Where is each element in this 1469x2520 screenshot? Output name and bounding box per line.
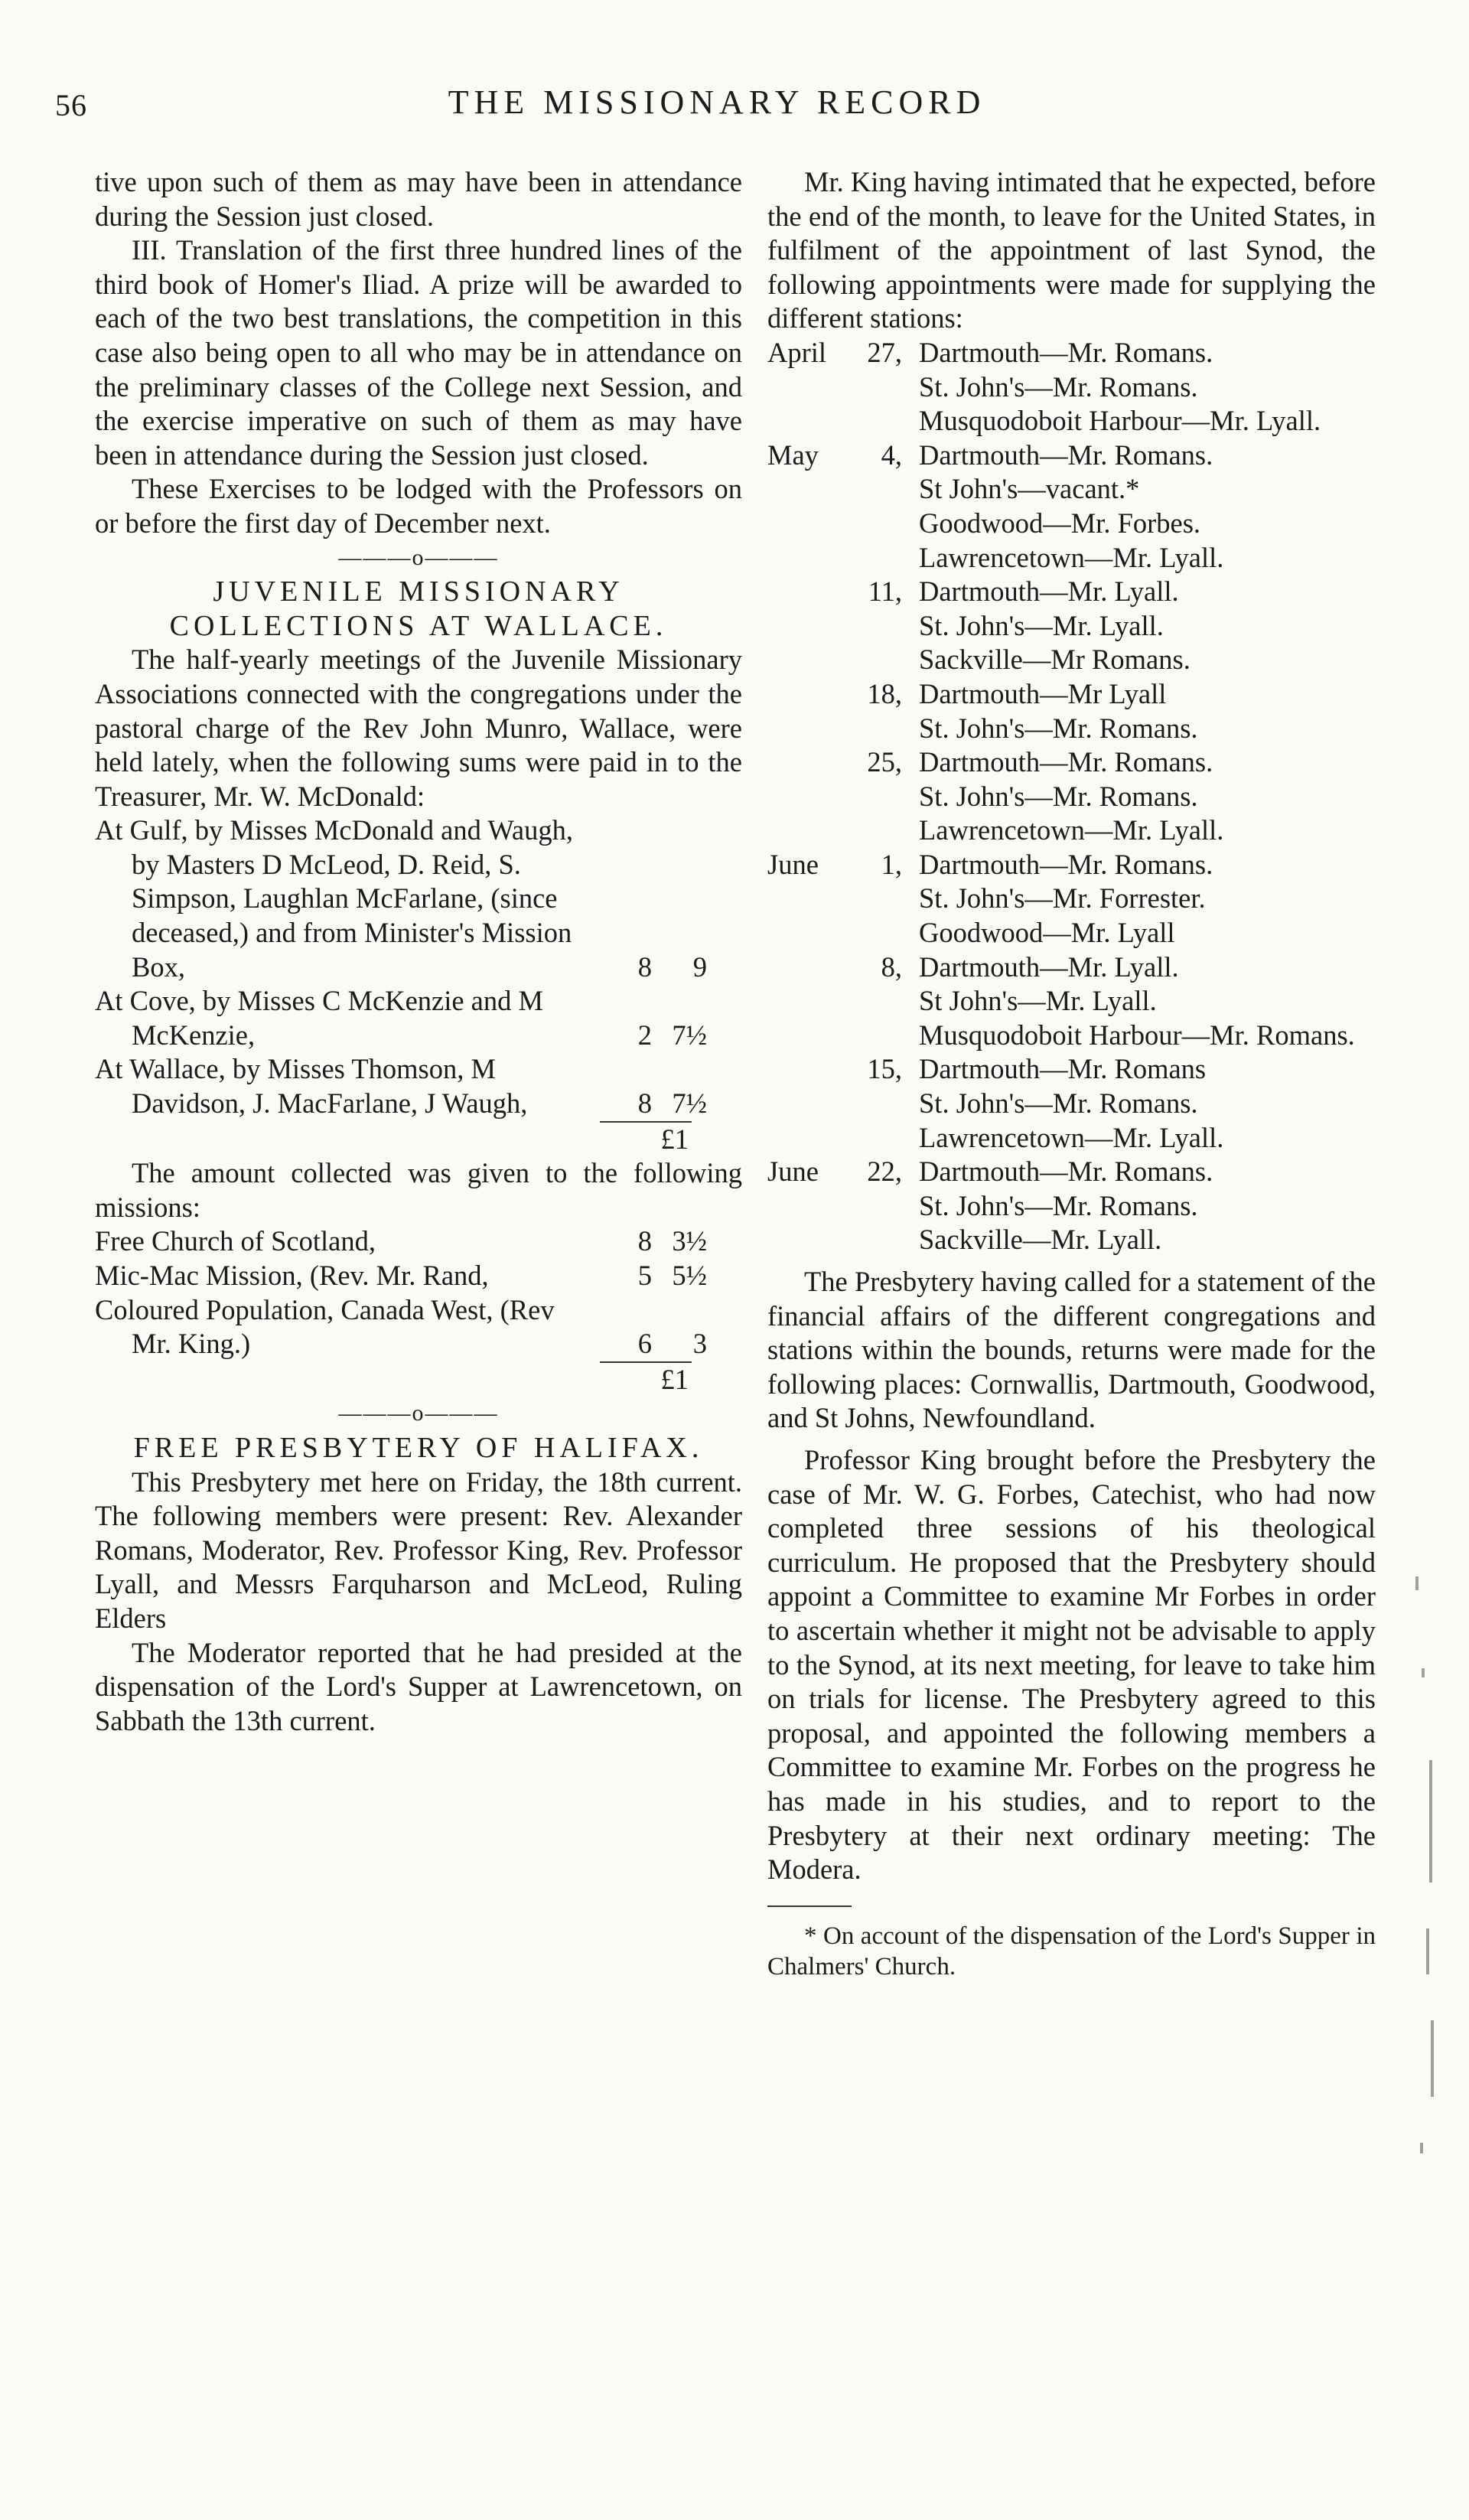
appointments-schedule [767, 336, 1376, 1257]
left-column [95, 165, 742, 1738]
paragraph: The half-yearly meetings of the Juvenile Missionary Associations connected with the congregations under the pastoral charge of the Rev John Munro, Wallace, were held lately, when the following sums were paid in to the Treasurer, Mr. W. McDonald: [95, 644, 742, 812]
paragraph: The Moderator reported that he had presided at the dispensation of the Lord's Supper at Lawrencetown, on Sabbath the 13th current. [95, 1636, 742, 1736]
schedule-date [767, 575, 910, 677]
missions-list [95, 1224, 742, 1397]
paragraph: tive upon such of them as may have been in attendance during the Session just closed. [95, 166, 742, 232]
schedule-date [767, 1155, 910, 1257]
schedule-date [767, 950, 910, 1053]
schedule-line: St. John's—Mr. Romans. [919, 1189, 1198, 1221]
collections-list [95, 813, 742, 1156]
collection-description: At Wallace, by Misses Thomson, M Davidson, J. MacFarlane, J Waugh, [95, 1053, 528, 1120]
schedule-date [767, 745, 910, 848]
schedule-entry [767, 438, 1376, 575]
schedule-date [767, 677, 910, 745]
section-heading: JUVENILE MISSIONARY COLLECTIONS AT WALLACE. [169, 575, 668, 642]
schedule-line: St. John's—Mr. Romans. [919, 370, 1198, 403]
schedule-line: Lawrencetown—Mr. Lyall. [919, 1121, 1224, 1153]
schedule-line: St John's—Mr. Lyall. [919, 985, 1157, 1017]
right-column [767, 165, 1376, 1982]
schedule-date [767, 1052, 910, 1155]
schedule-line: St. John's—Mr. Romans. [919, 780, 1198, 812]
schedule-lines [910, 677, 1376, 745]
schedule-day: 1, [881, 848, 902, 880]
collection-amount [606, 950, 707, 985]
collection-entry [95, 984, 742, 1052]
schedule-lines [910, 950, 1376, 1053]
collection-description: At Gulf, by Misses McDonald and Waugh, by Masters D McLeod, D. Reid, S. Simpson, Laughlan McFarlane, (since deceased,) and from Minister's Mission Box, [95, 814, 573, 983]
mission-entry [95, 1259, 742, 1293]
section-divider: ———o——— [338, 1400, 499, 1426]
amount-pence: 3½ [672, 1225, 707, 1257]
amount-pence: 7½ [672, 1019, 707, 1051]
schedule-line: St. John's—Mr. Forrester. [919, 882, 1206, 914]
amount-shillings: 6 [637, 1328, 652, 1360]
schedule-line: Goodwood—Mr. Forbes. [919, 507, 1201, 539]
section-divider: ———o——— [338, 544, 499, 570]
schedule-line: Dartmouth—Mr Lyall [919, 677, 1167, 709]
schedule-day: 27, [867, 336, 902, 368]
schedule-lines [910, 575, 1376, 677]
mission-amount [606, 1259, 707, 1293]
mission-amount [606, 1327, 707, 1361]
schedule-line: St. John's—Mr. Romans. [919, 1087, 1198, 1120]
total-amount: £1 [660, 1363, 689, 1395]
schedule-line: Dartmouth—Mr. Romans [919, 1053, 1207, 1085]
amount-shillings: 8 [637, 1225, 652, 1257]
schedule-line: Sackville—Mr. Lyall. [919, 1224, 1162, 1256]
paragraph: These Exercises to be lodged with the Professors on or before the first day of December next. [95, 473, 742, 539]
schedule-line: Lawrencetown—Mr. Lyall. [919, 541, 1224, 573]
schedule-month: June [767, 1156, 819, 1188]
schedule-line: St John's—vacant.* [919, 473, 1140, 505]
collection-entry [95, 1052, 742, 1120]
total-amount: £1 [660, 1123, 689, 1155]
schedule-line: St. John's—Mr. Lyall. [919, 609, 1164, 641]
schedule-day: 18, [867, 677, 902, 709]
schedule-date [767, 848, 910, 950]
amount-pence: 5½ [672, 1260, 707, 1291]
schedule-line: Goodwood—Mr. Lyall [919, 917, 1175, 949]
schedule-month: May [767, 438, 819, 471]
schedule-entry [767, 1052, 1376, 1155]
schedule-line: Sackville—Mr Romans. [919, 644, 1191, 676]
collection-amount [606, 1087, 707, 1121]
schedule-line: Dartmouth—Mr. Romans. [919, 1156, 1213, 1188]
mission-entry [95, 1293, 742, 1361]
section-heading: FREE PRESBYTERY OF HALIFAX. [133, 1431, 704, 1464]
footnote: * On account of the dispensation of the Lord's Supper in Chalmers' Church. [767, 1922, 1376, 1980]
total-row [95, 1363, 742, 1397]
paragraph: The Presbytery having called for a statement of the financial affairs of the different congregations and stations within the bounds, returns were made for the following places: Cornwallis, Dartmouth, Goodwood, and St Johns, Newfoundland. [767, 1266, 1376, 1434]
schedule-line: Musquodoboit Harbour—Mr. Lyall. [919, 405, 1321, 437]
schedule-lines [910, 336, 1376, 438]
amount-pence: 7½ [672, 1087, 707, 1120]
paragraph: III. Translation of the first three hundred lines of the third book of Homer's Iliad. A prize will be awarded to each of the two best translations, the competition in this case also being open to all who may be in attendance on the preliminary classes of the College next Session, and the exercise imperative on such of them as may have been in attendance during the Session just closed. [95, 234, 742, 471]
schedule-entry [767, 575, 1376, 677]
paragraph: Professor King brought before the Presbytery the case of Mr. W. G. Forbes, Catechist, who had now completed three sessions of his theological curriculum. He proposed that the Presbytery should appoint a Committee to examine Mr Forbes in order to ascertain whether it might not be advisable to apply to the Synod, at its next meeting, for leave to take him on trials for license. The Presbytery agreed to this proposal, and appointed the following members a Committee to examine Mr. Forbes on the progress he has made in his studies, and to report to the Presbytery at their next ordinary meeting: The Modera. [767, 1443, 1376, 1886]
schedule-entry [767, 950, 1376, 1053]
schedule-line: Dartmouth—Mr. Romans. [919, 746, 1213, 778]
schedule-day: 25, [867, 746, 902, 778]
mission-description: Coloured Population, Canada West, (Rev Mr. King.) [95, 1293, 555, 1360]
schedule-lines [910, 745, 1376, 848]
schedule-lines [910, 438, 1376, 575]
schedule-line: Dartmouth—Mr. Romans. [919, 848, 1213, 880]
schedule-day: 15, [867, 1053, 902, 1085]
schedule-line: Dartmouth—Mr. Romans. [919, 336, 1213, 368]
schedule-line: Dartmouth—Mr. Romans. [919, 438, 1213, 471]
schedule-entry [767, 1155, 1376, 1257]
schedule-day: 8, [881, 950, 902, 983]
collection-entry [95, 813, 742, 984]
schedule-lines [910, 1052, 1376, 1155]
footnote-rule [767, 1905, 852, 1907]
schedule-lines [910, 848, 1376, 950]
mission-amount [606, 1224, 707, 1259]
paragraph: The amount collected was given to the following missions: [95, 1157, 742, 1223]
paragraph: This Presbytery met here on Friday, the 18th current. The following members were present: Rev. Alexander Romans, Moderator, Rev. Professor King, Rev. Professor Lyall, and Messrs Farquharson and McLeod, Ruling Elders [95, 1465, 742, 1634]
schedule-date [767, 438, 910, 575]
schedule-lines [910, 1155, 1376, 1257]
mission-entry [95, 1224, 742, 1259]
amount-pence: 9 [692, 950, 707, 983]
schedule-month: June [767, 848, 819, 880]
collection-description: At Cove, by Misses C McKenzie and M McKenzie, [95, 985, 543, 1051]
total-row [95, 1123, 742, 1157]
schedule-line: Lawrencetown—Mr. Lyall. [919, 814, 1224, 846]
page-header [55, 83, 1379, 129]
amount-shillings: 5 [637, 1260, 652, 1291]
amount-shillings: 8 [637, 950, 652, 983]
schedule-entry [767, 336, 1376, 438]
paragraph: Mr. King having intimated that he expected, before the end of the month, to leave for the United States, in fulfilment of the appointment of last Synod, the following appointments were made for supplying the different stations: [767, 166, 1376, 334]
collection-amount [606, 1019, 707, 1053]
amount-pence: 3 [692, 1328, 707, 1360]
page-edge-specks [1399, 1531, 1445, 2219]
schedule-day: 22, [867, 1156, 902, 1188]
schedule-month: April [767, 336, 827, 368]
amount-shillings: 2 [637, 1019, 652, 1051]
schedule-entry [767, 745, 1376, 848]
schedule-day: 4, [881, 438, 902, 471]
amount-shillings: 8 [637, 1087, 652, 1120]
schedule-line: Musquodoboit Harbour—Mr. Romans. [919, 1019, 1355, 1051]
schedule-line: Dartmouth—Mr. Lyall. [919, 950, 1179, 983]
schedule-date [767, 336, 910, 438]
schedule-line: Dartmouth—Mr. Lyall. [919, 575, 1179, 608]
running-head: THE MISSIONARY RECORD [448, 83, 986, 121]
page-number: 56 [55, 88, 87, 122]
mission-description: Free Church of Scotland, [95, 1225, 376, 1257]
mission-description: Mic-Mac Mission, (Rev. Mr. Rand, [95, 1260, 489, 1291]
schedule-entry [767, 848, 1376, 950]
schedule-entry [767, 677, 1376, 745]
schedule-day: 11, [868, 575, 902, 608]
schedule-line: St. John's—Mr. Romans. [919, 712, 1198, 744]
